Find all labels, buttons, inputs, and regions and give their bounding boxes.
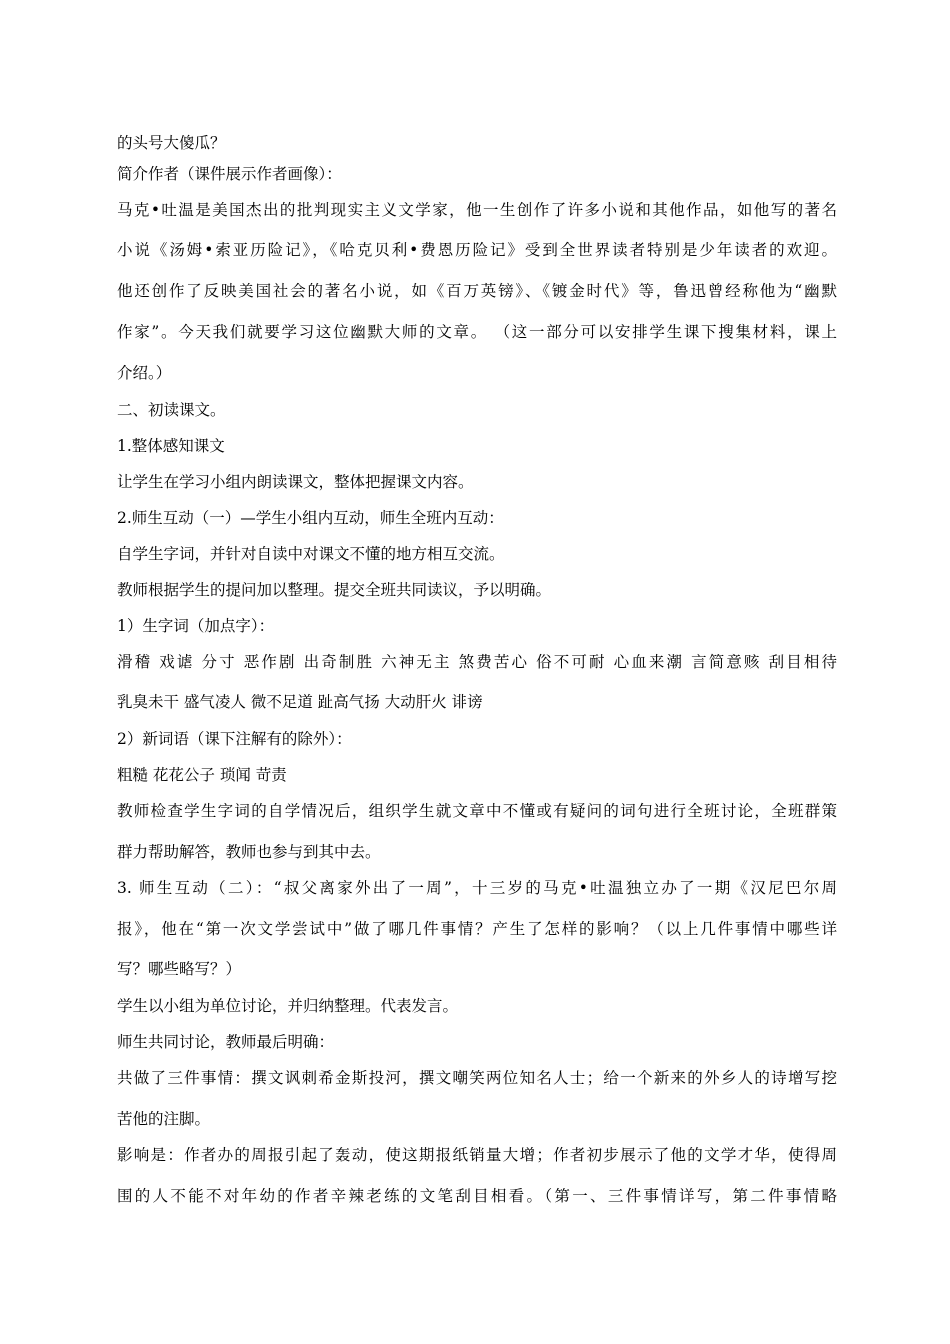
vocabulary-line: 乳臭未干 盛气凌人 微不足道 趾高气扬 大动肝火 诽谤: [117, 693, 483, 711]
text-line: 小说《汤姆•索亚历险记》，《哈克贝利•费恩历险记》受到全世界读者特别是少年读者的欢迎。: [117, 241, 837, 259]
text-line: 围的人不能不对年幼的作者辛辣老练的文笔刮目相看。（第一、三件事情详写，第二件事情略: [117, 1187, 837, 1205]
text-line: 2.师生互动（一）—学生小组内互动，师生全班内互动：: [117, 509, 504, 527]
text-line: 作家”。今天我们就要学习这位幽默大师的文章。 （这一部分可以安排学生课下搜集材料，课上: [117, 323, 837, 341]
text-line: 教师检查学生字词的自学情况后，组织学生就文章中不懂或有疑问的词句进行全班讨论，全班群策: [117, 802, 837, 820]
text-line: 教师根据学生的提问加以整理。提交全班共同读议，予以明确。: [117, 581, 552, 599]
vocabulary-line: 粗糙 花花公子 琐闻 苛责: [117, 766, 287, 784]
text-line: 的头号大傻瓜？: [117, 134, 226, 152]
vocabulary-line: 滑稽 戏谑 分寸 恶作剧 出奇制胜 六神无主 煞费苦心 俗不可耐 心血来潮 言简意赅 刮目相待: [117, 653, 837, 671]
text-line: 苦他的注脚。: [117, 1110, 211, 1128]
text-line: 他还创作了反映美国社会的著名小说，如《百万英镑》、《镀金时代》等，鲁迅曾经称他为“幽默: [117, 282, 837, 300]
text-line: 师生共同讨论，教师最后明确：: [117, 1033, 335, 1051]
text-line: 2）新词语（课下注解有的除外）：: [117, 730, 352, 748]
text-line: 共做了三件事情：撰文讽刺希金斯投河，撰文嘲笑两位知名人士；给一个新来的外乡人的诗增写挖: [117, 1069, 837, 1087]
text-line: 马克•吐温是美国杰出的批判现实主义文学家，他一生创作了许多小说和其他作品，如他写的著名: [117, 201, 837, 219]
text-line: 1.整体感知课文: [117, 437, 225, 455]
text-line: 1）生字词（加点字）：: [117, 617, 275, 635]
section-heading: 二、初读课文。: [117, 401, 226, 419]
text-line: 群力帮助解答，教师也参与到其中去。: [117, 843, 381, 861]
text-line: 影响是：作者办的周报引起了轰动，使这期报纸销量大增；作者初步展示了他的文学才华，使得周: [117, 1146, 837, 1164]
text-line: 介绍。）: [117, 364, 172, 382]
text-line: 让学生在学习小组内朗读课文，整体把握课文内容。: [117, 473, 474, 491]
text-line: 写？哪些略写？）: [117, 960, 242, 978]
text-line: 3. 师生互动（二）：“叔父离家外出了一周”，十三岁的马克•吐温独立办了一期《汉尼巴尔周: [117, 879, 837, 897]
text-line: 学生以小组为单位讨论，并归纳整理。代表发言。: [117, 997, 459, 1015]
text-line: 简介作者（课件展示作者画像）：: [117, 165, 342, 183]
text-line: 报》，他在“第一次文学尝试中”做了哪几件事情？产生了怎样的影响？（以上几件事情中哪些详: [117, 920, 837, 938]
text-line: 自学生字词，并针对自读中对课文不懂的地方相互交流。: [117, 545, 505, 563]
